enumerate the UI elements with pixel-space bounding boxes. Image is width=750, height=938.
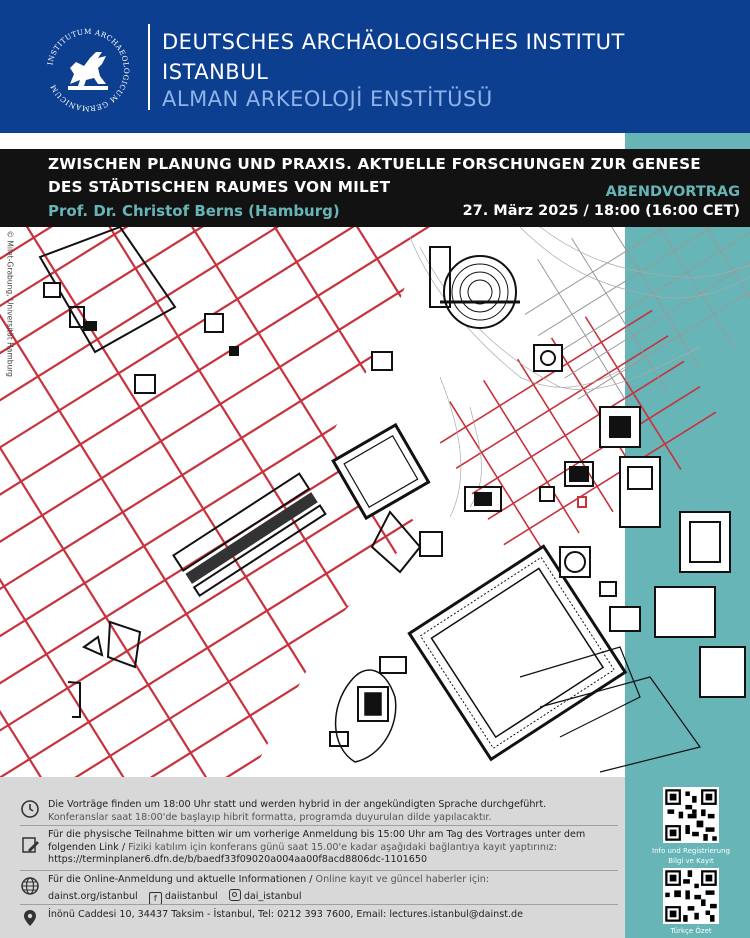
north-agora [333,425,428,518]
facebook-icon: f [149,892,162,905]
milet-city-plan-map [0,227,750,777]
theatre [430,247,520,328]
info-separator [20,870,618,871]
register-icon [20,835,40,855]
qr-code-turkish-summary[interactable] [663,868,719,924]
registration-info-tr: Fiziki katılım için konferans günü saat 15.00'e kadar aşağıdaki bağlantıya kayıt yaptırınız: [128,841,557,853]
institute-city: ISTANBUL [162,60,269,84]
header-divider [148,24,150,110]
time-info-de: Die Vorträge finden um 18:00 Uhr statt und werden hybrid in der angekündigten Sprache durchgeführt. [48,799,547,810]
info-separator [20,825,618,826]
location-pin-icon [20,908,40,928]
header-banner [0,0,750,133]
qr-code-registration[interactable] [663,787,719,843]
globe-icon [20,876,40,896]
clock-icon [20,799,40,819]
instagram-link[interactable]: dai_istanbul [243,890,302,902]
online-info-tr: Online kayıt ve güncel haberler için: [315,874,490,885]
institute-name-tr: ALMAN ARKEOLOJİ ENSTİTÜSÜ [162,87,493,111]
event-date: 27. März 2025 / 18:00 (16:00 CET) [462,203,740,219]
registration-info-de: Für die physische Teilnahme bitten wir um vorherige Anmeldung bis 15:00 Uhr am Tag des Vortrages unter dem [48,829,586,840]
qr-label-turkish-summary: Türkçe Özet [670,927,712,935]
address-text: İnönü Caddesi 10, 34437 Taksim - İstanbul, Tel: 0212 393 7600, Email: lectures.istanbul@dainst.de [48,909,524,920]
lecture-title-line1: ZWISCHEN PLANUNG UND PRAXIS. AKTUELLE FORSCHUNGEN ZUR GENESE [48,155,701,173]
image-credit: © Milet-Grabung, Universität Hamburg [5,230,15,377]
website-link[interactable]: dainst.org/istanbul [48,890,138,902]
lecture-title-line2: DES STÄDTISCHEN RAUMES VON MILET [48,178,391,196]
time-info-tr: Konferanslar saat 18:00'de başlayıp hibrit formatta, programda duyurulan dilde yapılacaktır. [48,811,492,823]
qr-label-registration: Info und Registrierung Bilgi ve Kayıt [652,847,730,865]
online-info-de: Für die Online-Anmeldung und aktuelle Informationen [48,874,307,885]
info-separator [20,904,618,905]
institute-name-de: DEUTSCHES ARCHÄOLOGISCHES INSTITUT [162,30,625,54]
facebook-link[interactable]: daiistanbul [164,890,218,902]
south-agora [409,546,625,759]
info-box: Die Vorträge finden um 18:00 Uhr statt und werden hybrid in der angekündigten Sprache durchgeführt. Konferanslar saat 18:00'de başlayıp hibrit formatta, programda duyurulan dilde yapılacaktır. Für die physische Teilnahme bitten wir um vorherige Anmeldung bis 15:00 Uhr am Tag des Vortrages unter dem folgenden Link / Fiziki katılım için konferans günü saat 15.00'e kadar aşağıdaki bağlantıya kayıt yaptırınız: https://terminplaner6.dfn.de/b/baedf33f09020a004aa00f8acd8806dc-1101650 Für die Online-Anmeldung und aktuelle Informationen / Online kayıt ve güncel haberler için: dainst.org/istanbul f daiistanbul dai_istanbul İnönü Caddesi 10, 34437 Taksim - İstanbul, Tel: 0212 393 7600, Email: lectures.istanbul@dainst.de [0,777,625,938]
instagram-icon [229,889,241,901]
speaker-name: Prof. Dr. Christof Berns (Hamburg) [48,202,340,220]
event-type: ABENDVORTRAG [605,184,740,200]
registration-info-de-cont: folgenden Link [48,841,119,853]
registration-link[interactable]: https://terminplaner6.dfn.de/b/baedf33f09020a004aa00f8acd8806dc-1101650 [48,854,428,865]
svg-text:INSTITUTUM ARCHAEOLOGICUM GERM: INSTITUTUM ARCHAEOLOGICUM GERMANICUM [45,26,132,114]
dai-logo-icon [40,22,136,118]
